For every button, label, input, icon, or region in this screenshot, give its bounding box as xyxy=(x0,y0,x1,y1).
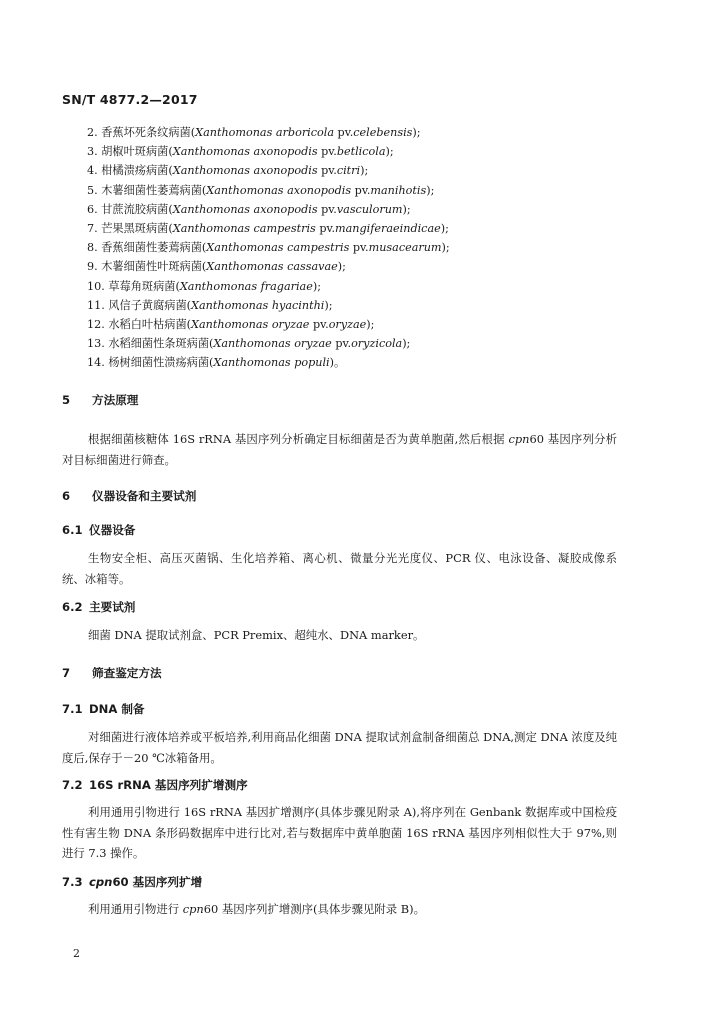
section-5-heading xyxy=(62,392,138,408)
pathovar-marker: pv. xyxy=(331,337,352,351)
species-name: Xanthomonas fragariae xyxy=(179,279,313,293)
pathovar-marker: pv. xyxy=(317,164,337,178)
section-6-1-paragraph: 生物安全柜、高压灭菌锅、生化培养箱、离心机、微量分光光度仪、PCR 仪、电泳设备、凝胶成像系统、冰箱等。 xyxy=(62,551,617,586)
pathovar-marker: pv. xyxy=(315,221,336,235)
section-number: 7.2 xyxy=(62,778,83,792)
section-title: 16S rRNA 基因序列扩增测序 xyxy=(89,778,248,792)
section-7-heading xyxy=(62,665,162,681)
text-run: 60 基因序列分析对目标细菌进行筛查。 xyxy=(62,432,617,467)
pathovar-name: oryzicola xyxy=(351,337,403,351)
list-item-suffix: ); xyxy=(402,202,411,216)
pathovar-marker: pv. xyxy=(334,126,354,139)
list-item-suffix: ); xyxy=(402,337,411,351)
list-item xyxy=(87,219,647,238)
pathovar-name: vasculorum xyxy=(336,202,403,216)
pathovar-name: celebensis xyxy=(353,126,413,139)
list-item xyxy=(87,296,647,315)
species-name: Xanthomonas hyacinthi xyxy=(191,298,325,312)
pathovar-name: mangiferaeindicae xyxy=(335,221,441,235)
list-item xyxy=(87,315,647,334)
section-title: 筛查鉴定方法 xyxy=(92,666,162,680)
section-title: 仪器设备 xyxy=(89,523,136,537)
section-7-2-heading xyxy=(62,777,248,793)
list-item-prefix: 3. 胡椒叶斑病菌( xyxy=(87,145,173,159)
pathovar-name: citri xyxy=(336,164,361,178)
gene-name: cpn xyxy=(508,432,530,446)
list-item xyxy=(87,161,647,180)
section-6-2-heading xyxy=(62,599,135,615)
section-title: DNA 制备 xyxy=(89,702,145,716)
species-name: Xanthomonas campestris xyxy=(172,221,316,235)
pathovar-marker: pv. xyxy=(317,145,337,159)
species-name: Xanthomonas axonopodis xyxy=(172,164,318,178)
standard-header: SN/T 4877.2—2017 xyxy=(62,92,198,107)
section-number: 7 xyxy=(62,666,71,680)
section-number: 5 xyxy=(62,393,71,407)
pathovar-marker: pv. xyxy=(317,202,337,216)
section-7-1-heading xyxy=(62,701,145,717)
list-item xyxy=(87,257,647,276)
list-item xyxy=(87,334,647,353)
section-6-2-paragraph: 细菌 DNA 提取试剂盒、PCR Premix、超纯水、DNA marker。 xyxy=(88,628,425,642)
species-name: Xanthomonas oryzae xyxy=(191,317,310,331)
gene-name: cpn xyxy=(89,875,113,889)
section-number: 6.2 xyxy=(62,600,83,614)
section-7-3-heading xyxy=(62,874,202,890)
species-name: Xanthomonas axonopodis xyxy=(172,202,318,216)
species-name: Xanthomonas populi xyxy=(213,356,330,370)
list-item-suffix: ); xyxy=(324,298,333,312)
list-item-suffix: ); xyxy=(360,164,369,178)
section-7-3-paragraph xyxy=(62,899,617,920)
list-item-prefix: 9. 木薯细菌性叶斑病菌( xyxy=(87,260,207,274)
section-6-heading xyxy=(62,488,196,504)
list-item xyxy=(87,200,647,219)
list-item-suffix: ); xyxy=(440,221,449,235)
list-item xyxy=(87,277,647,296)
list-item-suffix: ); xyxy=(337,260,346,274)
species-name: Xanthomonas axonopodis xyxy=(172,145,318,159)
section-7-1-paragraph: 对细菌进行液体培养或平板培养,利用商品化细菌 DNA 提取试剂盒制备细菌总 DNA,测定 DNA 浓度及纯度后,保存于－20 ℃冰箱备用。 xyxy=(62,730,617,765)
list-item-prefix: 5. 木薯细菌性萎蔫病菌( xyxy=(87,183,207,197)
section-number: 6.1 xyxy=(62,523,83,537)
list-item-prefix: 6. 甘蔗流胶病菌( xyxy=(87,202,173,216)
section-number: 7.3 xyxy=(62,875,83,889)
list-item-prefix: 12. 水稻白叶枯病菌( xyxy=(87,317,192,331)
pathogen-list xyxy=(87,123,647,372)
list-item-suffix: ); xyxy=(312,279,321,293)
list-item xyxy=(87,181,647,200)
pathovar-marker: pv. xyxy=(351,183,371,197)
list-item xyxy=(87,238,647,257)
list-item xyxy=(87,142,647,161)
section-number: 7.1 xyxy=(62,702,83,716)
list-item xyxy=(87,123,647,142)
text-run: 60 基因序列扩增测序(具体步骤见附录 B)。 xyxy=(203,902,426,916)
section-title: 方法原理 xyxy=(92,393,139,407)
list-item-prefix: 14. 杨树细菌性溃疡病菌( xyxy=(87,356,214,370)
list-item-prefix: 11. 风信子黄腐病菌( xyxy=(87,298,192,312)
species-name: Xanthomonas campestris xyxy=(206,241,350,255)
list-item-suffix: ); xyxy=(385,145,394,159)
list-item-prefix: 13. 水稻细菌性条斑病菌( xyxy=(87,337,214,351)
section-title: 仪器设备和主要试剂 xyxy=(92,489,197,503)
section-number: 6 xyxy=(62,489,71,503)
pathovar-name: betlicola xyxy=(336,145,386,159)
section-title: 60 基因序列扩增 xyxy=(112,875,203,889)
list-item-suffix: ); xyxy=(412,126,421,139)
list-item-suffix: ); xyxy=(426,183,435,197)
pathovar-name: musacearum xyxy=(368,241,442,255)
list-item-suffix: ); xyxy=(366,317,375,331)
species-name: Xanthomonas arboricola xyxy=(195,126,334,139)
pathovar-name: manihotis xyxy=(370,183,427,197)
section-title: 主要试剂 xyxy=(89,600,136,614)
species-name: Xanthomonas cassavae xyxy=(206,260,338,274)
pathovar-name: oryzae xyxy=(328,317,367,331)
species-name: Xanthomonas axonopodis xyxy=(206,183,352,197)
text-run: 根据细菌核糖体 16S rRNA 基因序列分析确定目标细菌是否为黄单胞菌,然后根据 xyxy=(88,432,509,446)
list-item-prefix: 2. 香蕉坏死条纹病菌( xyxy=(87,126,196,139)
species-name: Xanthomonas oryzae xyxy=(213,337,332,351)
list-item-prefix: 4. 柑橘溃疡病菌( xyxy=(87,164,173,178)
section-6-1-heading xyxy=(62,522,135,538)
list-item-suffix: ); xyxy=(441,241,450,255)
pathovar-marker: pv. xyxy=(309,317,329,331)
text-run: 利用通用引物进行 xyxy=(88,902,183,916)
section-5-paragraph xyxy=(62,429,617,470)
list-item-prefix: 10. 草莓角斑病菌( xyxy=(87,279,180,293)
list-item-suffix: )。 xyxy=(329,356,346,370)
gene-name: cpn xyxy=(182,902,204,916)
pathovar-marker: pv. xyxy=(349,241,369,255)
page-number: 2 xyxy=(73,947,80,960)
list-item xyxy=(87,353,647,372)
list-item-prefix: 7. 芒果黑斑病菌( xyxy=(87,221,173,235)
list-item-prefix: 8. 香蕉细菌性萎蔫病菌( xyxy=(87,241,207,255)
section-7-2-paragraph: 利用通用引物进行 16S rRNA 基因扩增测序(具体步骤见附录 A),将序列在 Genbank 数据库或中国检疫性有害生物 DNA 条形码数据库中进行比对,若与数据库中黄单胞菌 16S rRNA 基因序列相似性大于 97%,则进行 7.3 操作。 xyxy=(62,805,617,860)
